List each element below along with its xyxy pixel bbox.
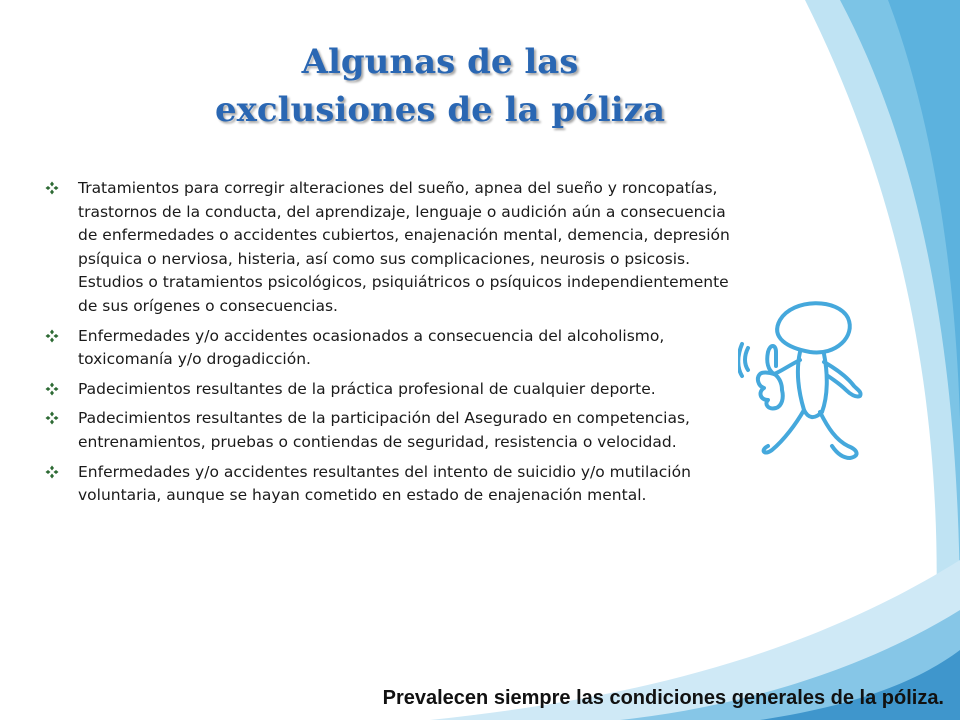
title-line-1: Algunas de las [301, 42, 579, 82]
exclusions-list [45, 177, 735, 514]
four-diamond-bullet-icon [45, 329, 59, 343]
list-item [45, 461, 735, 508]
thumbs-up-figure-icon [738, 300, 868, 465]
list-item-text: Enfermedades y/o accidentes ocasionados a consecuencia del alcoholismo, toxicomanía y/o drogadicción. [78, 326, 665, 369]
four-diamond-bullet-icon [45, 465, 59, 479]
list-item-text: Tratamientos para corregir alteraciones del sueño, apnea del sueño y roncopatías, trastornos de la conducta, del aprendizaje, lenguaje o audición aún a consecuencia de enfermedades o accidentes cubiertos, enajenación mental, demencia, depresión psíquica o nerviosa, histeria, así como sus complicaciones, neurosis o psicosis. Estudios o tratamientos psicológicos, psiquiátricos o psíquicos independientemente de sus orígenes o consecuencias. [78, 179, 730, 315]
list-item-text: Enfermedades y/o accidentes resultantes del intento de suicidio y/o mutilación voluntaria, aunque se hayan cometido en estado de enajenación mental. [78, 462, 691, 505]
title-line-2: exclusiones de la póliza [215, 90, 665, 130]
four-diamond-bullet-icon [45, 181, 59, 195]
list-item [45, 378, 735, 402]
footer-note: Prevalecen siempre las condiciones generales de la póliza. [382, 687, 944, 709]
list-item-text: Padecimientos resultantes de la participación del Asegurado en competencias, entrenamientos, pruebas o contiendas de seguridad, resistencia o velocidad. [78, 409, 690, 451]
list-item [45, 325, 735, 372]
four-diamond-bullet-icon [45, 411, 59, 425]
four-diamond-bullet-icon [45, 382, 59, 396]
slide-title [130, 38, 750, 134]
list-item [45, 407, 735, 454]
list-item [45, 177, 735, 319]
list-item-text: Padecimientos resultantes de la práctica profesional de cualquier deporte. [78, 379, 656, 398]
